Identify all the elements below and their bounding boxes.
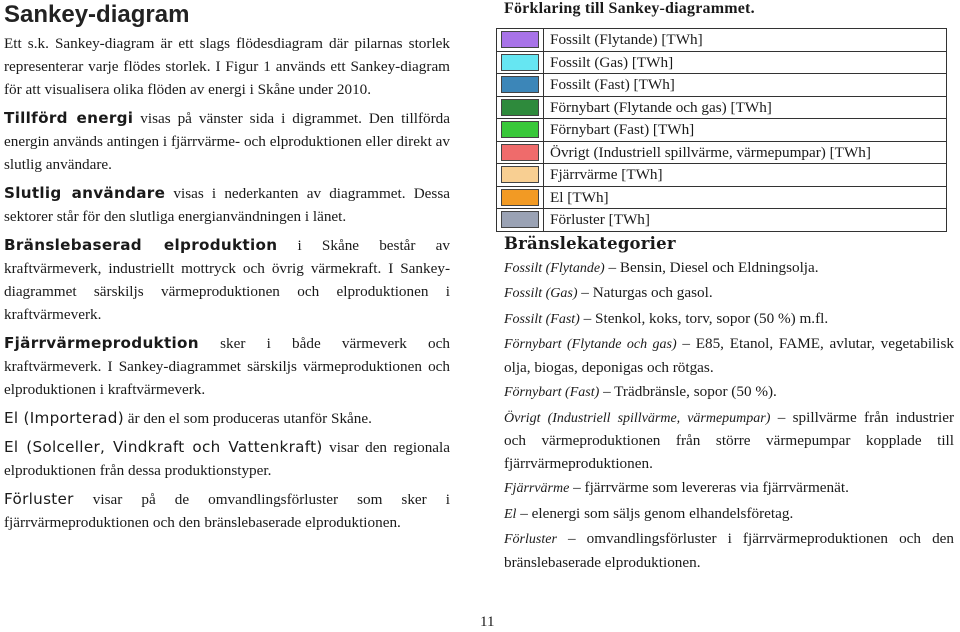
paragraph-slutlig-anvandare [4,182,450,228]
legend-row [497,29,947,52]
category-item [504,282,954,306]
legend-label: Förnybart (Flytande och gas) [TWh] [544,96,947,119]
category-name: Fossilt (Fast) [504,311,580,327]
paragraph-tillford-energi [4,107,450,176]
page-number: 11 [480,614,495,630]
category-text: – Stenkol, koks, torv, sopor (50 %) m.fl. [579,309,829,327]
category-text: – fjärrvärme som levereras via fjärrvärmenät. [569,479,849,496]
category-name: Fossilt (Gas) [504,286,578,301]
legend-row [497,186,947,209]
category-item [504,333,954,379]
category-name: Förnybart (Flytande och gas) [504,337,677,352]
keyword: Fjärrvärmeproduktion [4,334,199,352]
categories-title: Bränslekategorier [504,233,676,253]
category-text: – elenergi som säljs genom elhandelsföretag. [516,504,794,522]
paragraph-el-regional [4,436,450,482]
legend-row [497,51,947,74]
left-column [4,0,450,540]
legend-swatch [501,54,539,71]
legend-swatch [501,166,539,183]
legend-row [497,74,947,97]
category-item [504,503,954,527]
legend-swatch-cell [497,209,544,232]
legend-swatch-cell [497,186,544,209]
legend-label: Övrigt (Industriell spillvärme, värmepumpar) [TWh] [544,141,947,164]
category-item [504,381,954,405]
category-item [504,528,954,574]
legend-label: Förnybart (Fast) [TWh] [544,119,947,142]
legend-swatch [501,144,539,161]
category-name: Fjärrvärme [504,481,570,496]
category-item [504,257,954,281]
paragraph-text: visar på de omvandlingsförluster som sker i fjärrvärmeproduktionen och den bränslebaserade elproduktionen. [4,491,450,531]
legend-row [497,96,947,119]
category-name: Övrigt (Industriell spillvärme, värmepumpar) [504,410,771,426]
legend-swatch [501,189,539,206]
legend-swatch-cell [497,51,544,74]
keyword: Tillförd energi [4,109,134,127]
legend-row [497,119,947,142]
legend-table [496,28,947,232]
category-text: – Trädbränsle, sopor (50 %). [599,383,777,400]
category-name: El [504,506,517,522]
legend-label: El [TWh] [544,186,947,209]
legend-label: Fjärrvärme [TWh] [544,164,947,187]
paragraph-text: sker i både värmeverk och kraftvärmeverk. I Sankey-diagrammet särskiljs värmeproduktionen och elproduktionen i kraftvärmeverk. [4,335,450,398]
intro-paragraph: Ett s.k. Sankey-diagram är ett slags flödesdiagram där pilarnas storlek representerar varje flödes storlek. I Figur 1 används ett Sankey-diagram för att visualisera olika flöden av energi i Skåne under 2010. [4,35,450,98]
legend-row [497,141,947,164]
legend-swatch-cell [497,74,544,97]
legend-label: Fossilt (Fast) [TWh] [544,74,947,97]
category-text: – Naturgas och gasol. [577,284,713,301]
page-title: Sankey-diagram [4,1,190,28]
right-column [504,0,954,576]
keyword: Slutlig användare [4,184,166,202]
keyword: Förluster [4,490,74,508]
legend-swatch-cell [497,141,544,164]
keyword: Bränslebaserad elproduktion [4,236,278,254]
category-name: Förluster [504,532,557,547]
legend-swatch [501,31,539,48]
legend-swatch-cell [497,29,544,52]
paragraph-fjarrvarme [4,332,450,401]
paragraph-text: visar den regionala elproduktionen från dessa produktionstyper. [4,439,450,479]
category-item [504,308,954,332]
category-name: Fossilt (Flytande) [504,260,605,276]
keyword: El (Importerad) [4,409,124,427]
paragraph-text: i Skåne består av kraftvärmeverk, industriellt mottryck och övrig värmekraft. I Sankey-diagrammet särskiljs värmeproduktionen och elproduktionen i kraftvärmeverk. [4,237,450,323]
paragraph-text: visas på vänster sida i digrammet. Den tillförda energin används antingen i fjärrvärme- och elproduktionen eller direkt av slutlig användare. [4,110,450,173]
paragraph-branslebaserad [4,234,450,326]
legend-label: Förluster [TWh] [544,209,947,232]
legend-row [497,209,947,232]
legend-swatch [501,76,539,93]
legend-swatch [501,121,539,138]
legend-swatch-cell [497,164,544,187]
legend-swatch [501,99,539,116]
paragraph-forluster [4,488,450,534]
category-text: – omvandlingsförluster i fjärrvärmeproduktionen och den bränslebaserade elproduktionen. [504,530,954,571]
category-text: – Bensin, Diesel och Eldningsolja. [604,258,819,276]
paragraph-text: visas i nederkanten av diagrammet. Dessa sektorer står för den slutliga energianvändningen i länet. [4,185,450,225]
category-text: – spillvärme från industrier och värmeproduktionen från större värmepumpar kopplade till fjärrvärmeproduktionen. [504,408,955,472]
paragraph-el-importerad [4,407,450,430]
legend-swatch-cell [497,96,544,119]
legend-label: Fossilt (Gas) [TWh] [544,51,947,74]
legend-row [497,164,947,187]
category-text: – E85, Etanol, FAME, avlutar, vegetabilisk olja, biogas, deponigas och rötgas. [504,335,955,376]
categories-list [504,257,954,575]
keyword: El (Solceller, Vindkraft och Vattenkraft) [4,438,323,456]
category-item [504,477,954,501]
legend-label: Fossilt (Flytande) [TWh] [544,29,947,52]
legend-swatch [501,211,539,228]
paragraph-text: är den el som produceras utanför Skåne. [123,410,372,427]
category-name: Förnybart (Fast) [504,385,600,400]
legend-swatch-cell [497,119,544,142]
category-item [504,407,954,476]
legend-title: Förklaring till Sankey-diagrammet. [504,0,755,17]
